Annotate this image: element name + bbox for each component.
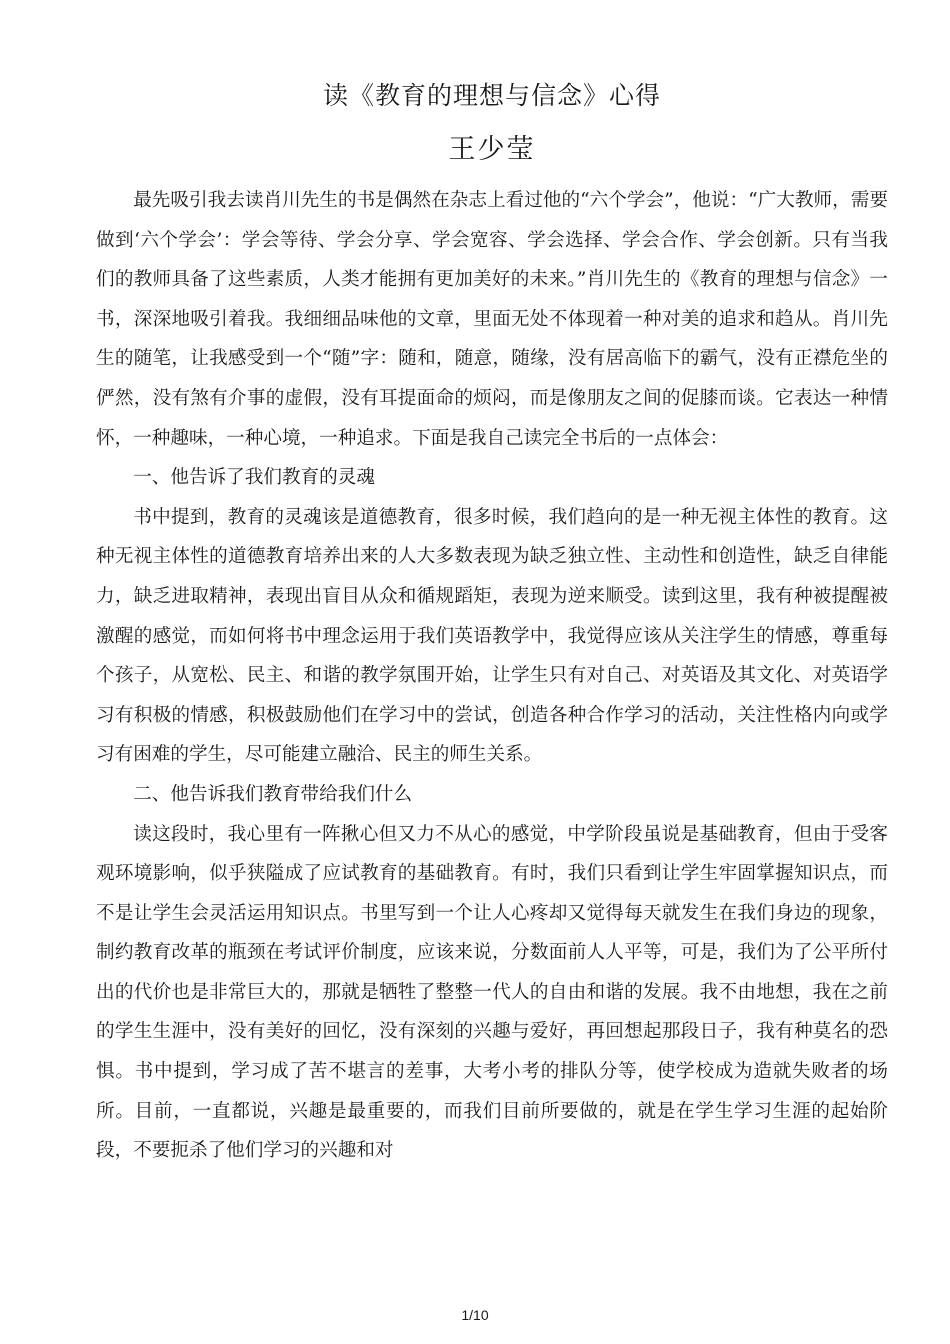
paragraph-section-1: 书中提到，教育的灵魂该是道德教育，很多时候，我们趋向的是一种无视主体性的教育。这种无视主体性的道德教育培养出来的人大多数表现为缺乏独立性、主动性和创造性，缺乏自律能力，缺乏进取精神，表现出盲目从众和循规蹈矩，表现为逆来顺受。读到这里，我有种被提醒被激醒的感觉，而如何将书中理念运用于我们英语教学中，我觉得应该从关注学生的情感，尊重每个孩子，从宽松、民主、和谐的教学氛围开始，让学生只有对自己、对英语及其文化、对英语学习有积极的情感，积极鼓励他们在学习中的尝试，创造各种合作学习的活动，关注性格内向或学习有困难的学生，尽可能建立融洽、民主的师生关系。: [96, 506, 888, 766]
document-author: 王少莹: [448, 134, 536, 165]
paragraph-section-2: 读这段时，我心里有一阵揪心但又力不从心的感觉，中学阶段虽说是基础教育，但由于受客观环境影响，似乎狭隘成了应试教育的基础教育。有时，我们只看到让学生牢固掌握知识点，而不是让学生会灵活运用知识点。书里写到一个让人心疼却又觉得每天就发生在我们身边的现象，制约教育改革的瓶颈在考试评价制度，应该来说，分数面前人人平等，可是，我们为了公平所付出的代价也是非常巨大的，那就是牺牲了整整一代人的自由和谐的发展。我不由地想，我在之前的学生生涯中，没有美好的回忆，没有深刻的兴趣与爱好，再回想起那段日子，我有种莫名的恐惧。书中提到，学习成了苦不堪言的差事，大考小考的排队分等，使学校成为造就失败者的场所。目前，一直都说，兴趣是最重要的，而我们目前所要做的，就是在学生学习生涯的起始阶段，不要扼杀了他们学习的兴趣和对: [96, 823, 888, 1162]
document-body: [96, 181, 888, 1171]
section-heading-2: 二、他告诉我们教育带给我们什么: [133, 783, 413, 805]
section-heading-1: 一、他告诉了我们教育的灵魂: [133, 467, 375, 489]
document-title: 读《教育的理想与信念》心得: [322, 81, 661, 110]
page-number: 1/10: [461, 1307, 489, 1323]
paragraph-intro: 最先吸引我去读肖川先生的书是偶然在杂志上看过他的“六个学会”，他说：“广大教师，需要做到‘六个学会’：学会等待、学会分享、学会宽容、学会选择、学会合作、学会创新。只有当我们的教师具备了这些素质，人类才能拥有更加美好的未来。”肖川先生的《教育的理想与信念》一书，深深地吸引着我。我细细品味他的文章，里面无处不体现着一种对美的追求和趋从。肖川先生的随笔，让我感受到一个“随”字：随和，随意，随缘，没有居高临下的霸气，没有正襟危坐的俨然，没有煞有介事的虚假，没有耳提面命的烦闷，而是像朋友之间的促膝而谈。它表达一种情怀，一种趣味，一种心境，一种追求。下面是我自己读完全书后的一点体会：: [96, 190, 888, 449]
